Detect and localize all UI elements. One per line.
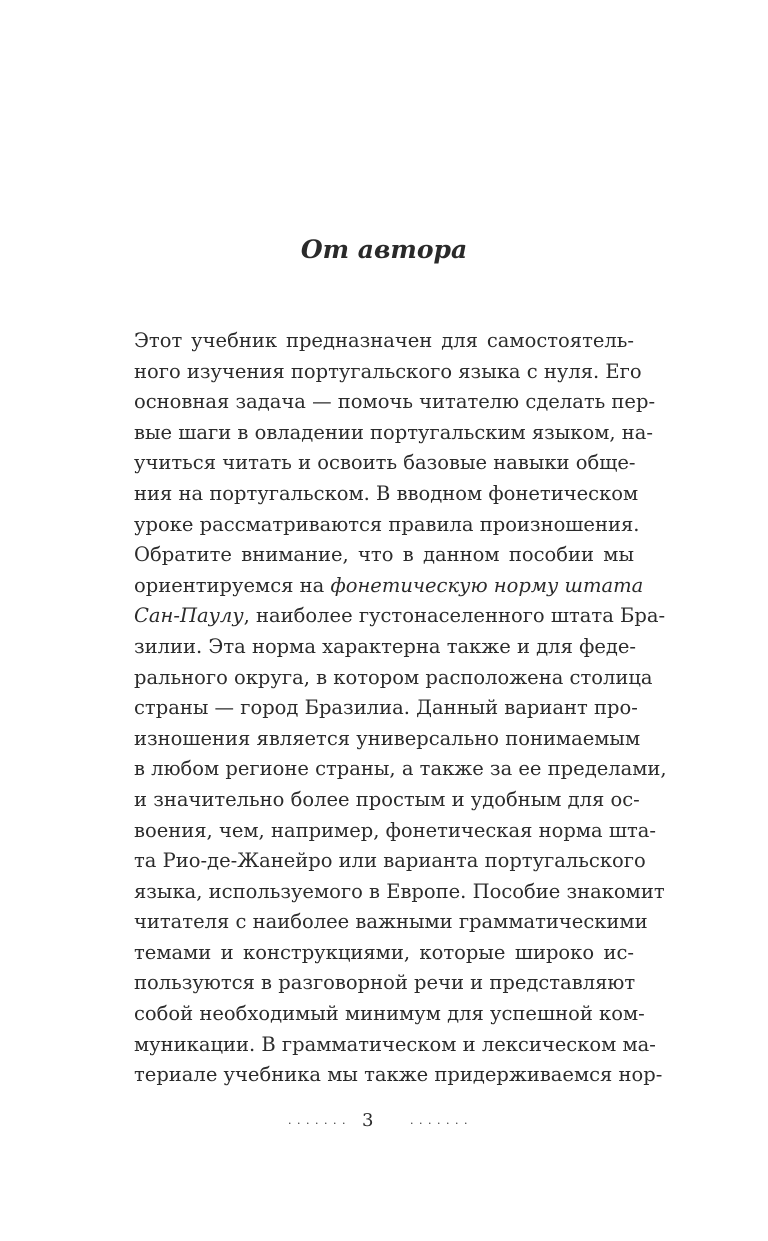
text-line: Этот учебник предназначен для самостоятель- xyxy=(134,329,634,352)
text-fragment: , наиболее густонаселенного штата Бра- xyxy=(243,604,666,628)
italic-phrase: Сан-Паулу xyxy=(134,604,244,628)
text-line: муникации. В грамматическом и лексическом ма- xyxy=(134,1032,656,1056)
text-line: уроке рассматриваются правила произношения. xyxy=(134,512,640,536)
text-line: ния на португальском. В вводном фонетическом xyxy=(134,481,639,505)
text-line: темами и конструкциями, которые широко ис- xyxy=(134,940,634,964)
text-line: рального округа, в котором расположена столица xyxy=(134,665,653,689)
text-line: в любом регионе страны, а также за ее пределами, xyxy=(134,757,667,781)
text-line: основная задача — помочь читателю сделать пер- xyxy=(134,390,656,414)
text-line: учиться читать и освоить базовые навыки обще- xyxy=(134,451,636,475)
text-line: Обратите внимание, что в данном пособии мы xyxy=(134,543,634,567)
text-line-with-italic xyxy=(134,571,644,602)
text-line: вые шаги в овладении португальским языком, на- xyxy=(134,420,654,444)
text-line: зилии. Эта норма характерна также и для феде- xyxy=(134,634,637,658)
text-fragment: ориентируемся на xyxy=(134,573,331,597)
text-line: собой необходимый минимум для успешной ком- xyxy=(134,1002,645,1026)
page-footer xyxy=(0,1110,768,1138)
italic-phrase: фонетическую норму штата xyxy=(330,573,644,597)
text-line: читателя с наиболее важными грамматическими xyxy=(134,910,648,934)
text-line: териале учебника мы также придерживаемся нор- xyxy=(134,1063,663,1087)
page-number: 3 xyxy=(362,1110,374,1131)
text-line: ного изучения португальского языка с нуля. Его xyxy=(134,359,642,383)
text-line: воения, чем, например, фонетическая норма шта- xyxy=(134,818,656,842)
body-text xyxy=(134,326,667,1091)
text-line: и значительно более простым и удобным для ос- xyxy=(134,787,640,811)
text-line: языка, используемого в Европе. Пособие знакомит xyxy=(134,879,665,903)
chapter-title: От автора xyxy=(300,235,468,264)
text-line: страны — город Бразилиа. Данный вариант про- xyxy=(134,696,638,720)
text-line: изношения является универсально понимаемым xyxy=(134,726,641,750)
footer-dots-right: . . . . . . . xyxy=(410,1114,469,1127)
text-line: та Рио-де-Жанейро или варианта португальского xyxy=(134,849,646,873)
text-line: пользуются в разговорной речи и представляют xyxy=(134,971,636,995)
footer-dots-left: . . . . . . . xyxy=(288,1114,347,1127)
text-line-with-italic xyxy=(134,601,666,632)
